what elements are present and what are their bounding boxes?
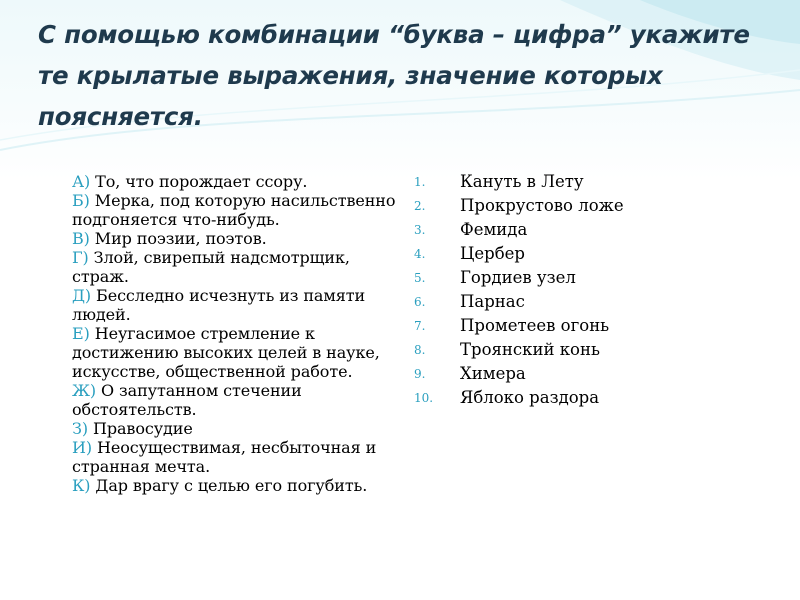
term-text: Прометеев огонь xyxy=(460,316,610,335)
term-number: 1. xyxy=(414,175,426,189)
term-item xyxy=(414,314,734,338)
term-text: Фемида xyxy=(460,220,528,239)
term-text: Яблоко раздора xyxy=(460,388,600,407)
term-item xyxy=(414,170,734,194)
term-item xyxy=(414,266,734,290)
definition-text: Правосудие xyxy=(88,419,193,438)
definition-text: Неосуществимая, несбыточная и странная мечта. xyxy=(72,438,377,476)
terms-list xyxy=(414,170,734,410)
definition-letter: Ж) xyxy=(72,381,97,400)
term-item xyxy=(414,290,734,314)
definition-item xyxy=(72,419,402,438)
term-item xyxy=(414,362,734,386)
definition-letter: З) xyxy=(72,419,89,438)
definition-item xyxy=(72,229,402,248)
slide-title: С помощью комбинации “буква – цифра” укажите те крылатые выражения, значение которых поясняется. xyxy=(38,20,750,131)
term-text: Гордиев узел xyxy=(460,268,576,287)
term-item xyxy=(414,242,734,266)
term-item xyxy=(414,338,734,362)
definition-letter: Б) xyxy=(72,191,90,210)
definition-item xyxy=(72,476,402,495)
term-item xyxy=(414,218,734,242)
definition-letter: Д) xyxy=(72,286,92,305)
term-number: 5. xyxy=(414,271,426,285)
definition-text: О запутанном стечении обстоятельств. xyxy=(72,381,302,419)
term-item xyxy=(414,194,734,218)
definition-text: Мерка, под которую насильственно подгоняется что-нибудь. xyxy=(72,191,396,229)
definition-letter: В) xyxy=(72,229,90,248)
definitions-list xyxy=(72,172,402,495)
definition-item xyxy=(72,438,402,476)
term-number: 9. xyxy=(414,367,426,381)
term-number: 10. xyxy=(414,391,434,405)
definition-item xyxy=(72,248,402,286)
definition-text: Дар врагу с целью его погубить. xyxy=(90,476,368,495)
definition-text: Бесследно исчезнуть из памяти людей. xyxy=(72,286,366,324)
term-text: Прокрустово ложе xyxy=(460,196,624,215)
term-number: 8. xyxy=(414,343,426,357)
definition-item xyxy=(72,191,402,229)
definition-letter: А) xyxy=(72,172,91,191)
term-text: Парнас xyxy=(460,292,525,311)
term-number: 7. xyxy=(414,319,426,333)
definition-text: Мир поэзии, поэтов. xyxy=(89,229,267,248)
definition-letter: К) xyxy=(72,476,91,495)
definition-letter: И) xyxy=(72,438,92,457)
term-number: 2. xyxy=(414,199,426,213)
term-text: Цербер xyxy=(460,244,525,263)
term-text: Троянский конь xyxy=(460,340,600,359)
definition-text: То, что порождает ссору. xyxy=(90,172,308,191)
term-item xyxy=(414,386,734,410)
definition-item xyxy=(72,172,402,191)
definition-item xyxy=(72,324,402,381)
definition-item xyxy=(72,381,402,419)
definition-text: Неугасимое стремление к достижению высоких целей в науке, искусстве, общественной работе. xyxy=(72,324,380,381)
term-text: Кануть в Лету xyxy=(460,172,584,191)
term-text: Химера xyxy=(460,364,526,383)
definition-text: Злой, свирепый надсмотрщик, страж. xyxy=(72,248,350,286)
term-number: 4. xyxy=(414,247,426,261)
definition-item xyxy=(72,286,402,324)
definition-letter: Е) xyxy=(72,324,90,343)
term-number: 3. xyxy=(414,223,426,237)
term-number: 6. xyxy=(414,295,426,309)
definition-letter: Г) xyxy=(72,248,89,267)
